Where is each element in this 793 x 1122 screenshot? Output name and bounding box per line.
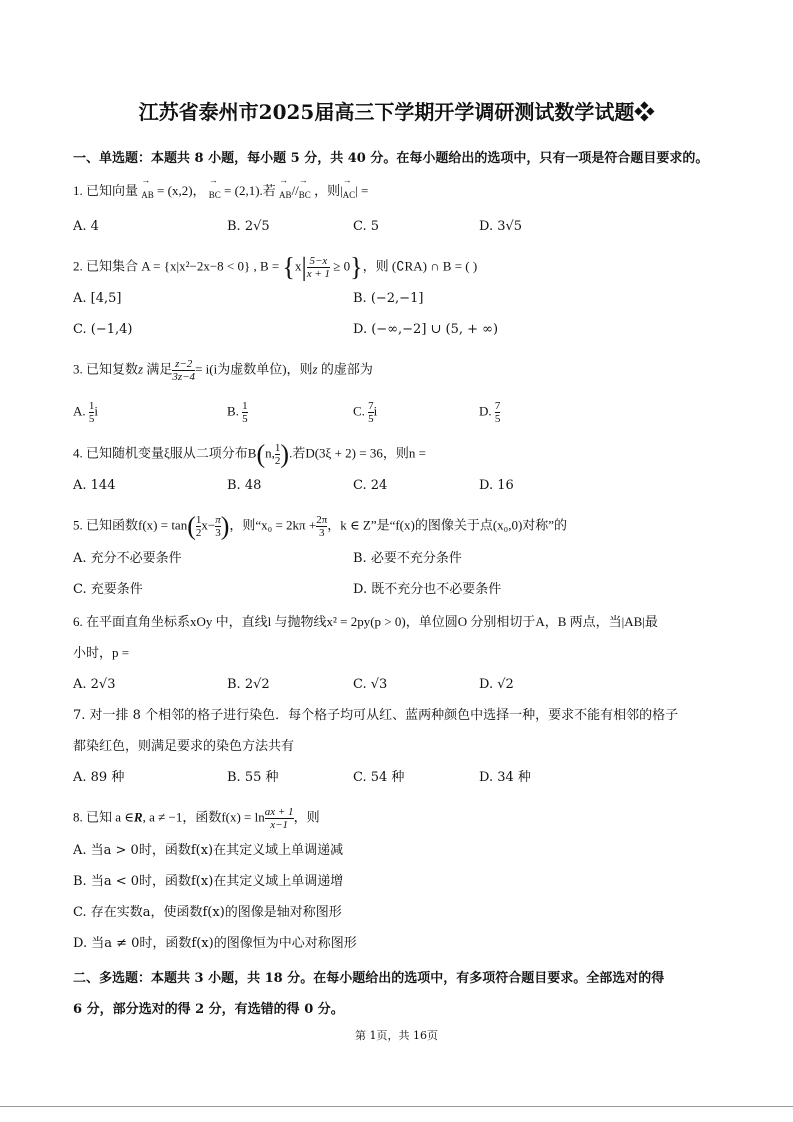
question-8-stem: 8. 已知 a ∈R, a ≠ −1，函数f(x) = ln $\frac{ax + 1}{x-1}$ ，则	[73, 806, 320, 831]
section-2-heading-line-2: 6 分，部分选对的得 2 分，有选错的得 0 分。	[73, 1002, 344, 1017]
q3-frac-num: z−2	[175, 358, 193, 370]
q3-frac-den: 3z−4	[172, 371, 196, 383]
question-3-stem	[73, 358, 373, 383]
vec-bc-2: BC	[298, 190, 311, 200]
q4-text-a: 4. 已知随机变量ξ服从二项分布B	[73, 445, 257, 461]
q2-option-a: A. [4,5]	[73, 291, 122, 306]
question-4-stem: 4. 已知随机变量ξ服从二项分布B(n, $\frac{1}{2}$ ).若D(3ξ + 2) = 36，则n =	[73, 439, 426, 469]
question-6-line-1: 6. 在平面直角坐标系xOy 中，直线l 与抛物线x² = 2py(p > 0)，单位圆O 分别相切于A，B 两点，当|AB|最	[73, 614, 658, 629]
vec-ab: AB	[141, 190, 154, 200]
q8-text-b: , a ≠ −1，函数f(x) = ln	[142, 809, 265, 825]
q8-option-d: D. 当a ≠ 0时，函数f(x)的图像恒为中心对称图形	[73, 936, 357, 951]
q5-text-b: ，则“x₀ = 2kπ +	[229, 517, 317, 533]
q5-text-c: ，k ∈ Z”是“f(x)的图像关于点(x₀,0)对称”的	[327, 517, 568, 533]
q7-option-c: C. 54 种	[353, 770, 405, 785]
q1-option-b: B. 2√5	[227, 219, 270, 234]
vec-bc: BC	[208, 190, 221, 200]
section-2-heading-line-1: 二、多选题：本题共 3 小题，共 18 分。在每小题给出的选项中，有多项符合题目要求。全部选对的得	[73, 971, 665, 986]
q5-option-d: D. 既不充分也不必要条件	[353, 582, 502, 597]
set-b-x: x	[295, 258, 302, 274]
vec-ac: AC	[342, 190, 356, 200]
q1-text-e: | =	[355, 183, 369, 198]
vec-ab-2: AB	[279, 190, 292, 200]
q2-text-b: ，则	[362, 258, 389, 274]
question-1-stem: 1. 已知向量 → $_{AB}$ = (x,2)， → $_{BC}$ = (2,1).若 → $_{AB}$// → $_{BC}$ ，则| → $_{AC}$| =	[73, 175, 369, 200]
document-title: 江苏省泰州市2025届高三下学期开学调研测试数学试题❖	[138, 100, 655, 124]
question-5-stem: 5. 已知函数f(x) = tan( $\frac{1}{2}$ x− $\frac{\pi}{3}$ )，则“x₀ = 2kπ + $\frac{2\pi}{3}$ ，k ∈ Z”是“f(x)的图像关于点(x₀,0)对称”的	[73, 511, 568, 541]
q1-text-c: = (2,1).若	[224, 183, 276, 198]
q1-text-d: ，则|	[314, 183, 343, 198]
q2-frac-den: x + 1	[306, 268, 331, 280]
q4-n: n,	[265, 445, 275, 461]
parallel-sign: //	[291, 183, 299, 198]
q3-text-c: = i(i为虚数单位)，则	[195, 361, 313, 377]
q4-frac-num: 1	[274, 442, 281, 454]
q4-option-c: C. 24	[353, 478, 388, 493]
q6-option-c: C. √3	[353, 677, 388, 692]
var-z-2: z	[312, 361, 318, 377]
q6-option-d: D. √2	[479, 677, 514, 692]
q8-text-c: ，则	[293, 809, 320, 825]
q4-frac-den: 2	[274, 455, 281, 467]
q1-text-b: = (x,2)，	[157, 183, 206, 198]
q6-option-a: A. 2√3	[73, 677, 116, 692]
q5-text-a: 5. 已知函数f(x) = tan	[73, 517, 188, 533]
q3-option-d: D. $\frac{7}{5}$	[479, 400, 501, 425]
q7-option-b: B. 55 种	[227, 770, 279, 785]
var-z: z	[138, 361, 144, 377]
q5-mid: x−	[201, 517, 216, 533]
complement-expr: (∁RA) ∩ B = ( )	[391, 258, 478, 274]
q8-option-b: B. 当a < 0时，函数f(x)在其定义域上单调递增	[73, 874, 344, 889]
q4-text-b: .若D(3ξ + 2) = 36，则n =	[289, 445, 426, 461]
q1-option-d: D. 3√5	[479, 219, 523, 234]
q2-option-d: D. (−∞,−2] ∪ (5, + ∞)	[353, 322, 499, 337]
q1-text-a: 1. 已知向量	[73, 183, 139, 198]
question-7-line-1: 7. 对一排 8 个相邻的格子进行染色．每个格子均可从红、蓝两种颜色中选择一种，要求不能有相邻的格子	[73, 708, 679, 723]
real-set-r: R	[133, 809, 143, 825]
q5-option-b: B. 必要不充分条件	[353, 551, 462, 566]
page-footer: 第 1页，共 16页	[355, 1029, 438, 1042]
q8-option-a: A. 当a > 0时，函数f(x)在其定义域上单调递减	[73, 843, 344, 858]
q3-text-d: 的虚部为	[317, 361, 373, 377]
page-bottom-divider	[0, 1106, 793, 1107]
q4-option-a: A. 144	[73, 478, 116, 493]
q2-option-b: B. (−2,−1]	[353, 291, 424, 306]
q1-option-a: A. 4	[73, 219, 99, 234]
question-7-line-2: 都染红色，则满足要求的染色方法共有	[73, 739, 295, 754]
q8-option-c: C. 存在实数a，使函数f(x)的图像是轴对称图形	[73, 905, 342, 920]
q7-option-d: D. 34 种	[479, 770, 531, 785]
question-2-stem: 2. 已知集合 A = {x|x²−2x−8 < 0} , B = {x| $\frac{5-x}{x + 1}$ ≥ 0}，则 (∁RA) ∩ B = ( )	[73, 252, 478, 282]
q3-text-a: 3. 已知复数	[73, 361, 139, 377]
q1-option-c: C. 5	[353, 219, 380, 234]
q3-option-b: B. $\frac{1}{5}$	[227, 400, 248, 425]
question-6-line-2: 小时，p =	[73, 645, 130, 660]
set-b-condition: ≥ 0	[333, 258, 351, 274]
q5-option-a: A. 充分不必要条件	[73, 551, 182, 566]
q6-option-b: B. 2√2	[227, 677, 270, 692]
q7-option-a: A. 89 种	[73, 770, 125, 785]
q2-frac-num: 5−x	[309, 255, 328, 267]
q4-option-d: D. 16	[479, 478, 514, 493]
q8-text-a: 8. 已知 a ∈	[73, 809, 134, 825]
section-1-heading: 一、单选题：本题共 8 小题，每小题 5 分，共 40 分。在每小题给出的选项中，只有一项是符合题目要求的。	[73, 151, 709, 166]
q5-option-c: C. 充要条件	[73, 582, 143, 597]
q3-option-a: A. $\frac{1}{5}$ i	[73, 400, 99, 425]
q2-option-c: C. (−1,4)	[73, 322, 133, 337]
q2-text-a: 2. 已知集合	[73, 258, 139, 274]
set-b-label: , B =	[253, 258, 280, 274]
q4-option-b: B. 48	[227, 478, 262, 493]
q3-option-c: C. $\frac{7}{5}$ i	[353, 400, 378, 425]
q3-text-b: 满足	[143, 361, 173, 377]
set-a: A = {x|x²−2x−8 < 0}	[141, 258, 251, 274]
